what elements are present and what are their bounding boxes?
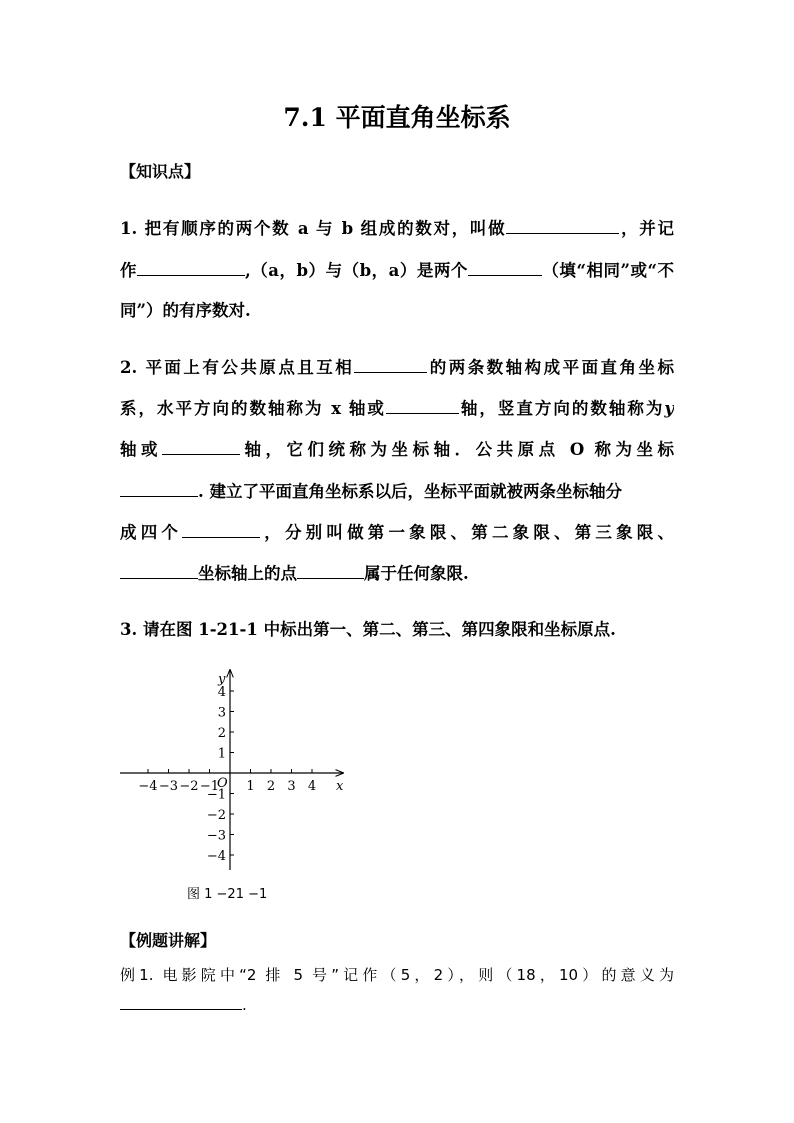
page-title: 7.1 平面直角坐标系	[283, 103, 511, 132]
y-tick-label: 4	[217, 685, 226, 700]
coordinate-figure	[115, 665, 355, 905]
q2-text: 轴，它们统称为坐标轴．公共原点 O 称为坐标	[240, 440, 674, 459]
example-section-label: 【例题讲解】	[120, 931, 217, 950]
q2-blank-5[interactable]	[182, 520, 260, 538]
example-1-blank[interactable]	[120, 992, 242, 1010]
question-2-line-3	[120, 437, 674, 463]
q2-blank-6[interactable]	[120, 561, 198, 579]
q2-text: ，分别叫做第一象限、第二象限、第三象限、	[260, 523, 674, 542]
q1-text: 同”）的有序数对.	[120, 301, 251, 320]
q2-blank-4[interactable]	[120, 479, 198, 497]
origin-label: O	[217, 776, 228, 791]
q2-blank-3[interactable]	[162, 437, 240, 455]
x-tick-label: 4	[307, 779, 317, 794]
x-tick-label: 3	[287, 779, 296, 794]
y-tick-label: 2	[217, 726, 226, 741]
x-tick-label: 2	[266, 779, 276, 794]
x-tick-label: −3	[158, 779, 179, 794]
q1-text: 作	[120, 261, 138, 280]
y-tick-label: −1	[206, 787, 226, 803]
question-3-text: 3. 请在图 1-21-1 中标出第一、第二、第三、第四象限和坐标原点.	[120, 620, 616, 639]
question-2-line-5	[120, 520, 674, 546]
q2-text: 属于任何象限.	[364, 564, 469, 583]
q2-text: 2. 平面上有公共原点且互相	[120, 358, 355, 377]
q2-text: 成四个	[120, 523, 183, 542]
example-1-line-2	[120, 992, 674, 1017]
q2-blank-1[interactable]	[354, 355, 427, 373]
x-tick-label: −2	[179, 779, 199, 794]
q1-blank-2[interactable]	[137, 258, 245, 276]
question-1-line-1	[120, 216, 674, 242]
question-2-line-4	[120, 479, 674, 505]
y-tick-label: −2	[206, 808, 226, 823]
q2-text: 坐标轴上的点	[198, 564, 297, 583]
x-tick-label: 1	[246, 779, 255, 794]
q2-text: 轴，竖直方向的数轴称为	[458, 399, 665, 418]
question-1-line-3	[120, 298, 674, 324]
question-1-line-2	[120, 258, 674, 284]
y-tick-label: 1	[217, 746, 226, 762]
q2-text: . 建立了平面直角坐标系以后，坐标平面就被两条坐标轴分	[198, 482, 622, 501]
y-tick-label: −3	[206, 828, 226, 844]
figure-caption: 图 1 −21 −1	[187, 887, 268, 902]
q1-text: ，并记	[619, 219, 674, 238]
x-tick-label: −1	[199, 779, 220, 794]
y-tick-label: −4	[206, 849, 226, 864]
example-1-end: .	[242, 996, 247, 1014]
x-axis-label: x	[336, 779, 344, 794]
x-tick-label: −4	[138, 779, 158, 794]
q2-text: 系，水平方向的数轴称为 x 轴或	[120, 399, 386, 418]
q1-blank-3[interactable]	[468, 258, 542, 276]
question-2-line-1	[120, 355, 674, 381]
y-tick-label: 3	[217, 705, 226, 721]
q1-blank-1[interactable]	[506, 216, 619, 234]
q2-text: 轴或	[120, 440, 163, 459]
q1-text: ,（a，b）与（b，a）是两个	[245, 261, 468, 280]
question-2-line-2	[120, 396, 674, 422]
question-2-line-6	[120, 561, 674, 587]
q2-blank-7[interactable]	[297, 561, 364, 579]
q2-text: 的两条数轴构成平面直角坐标	[427, 358, 674, 377]
q2-y-symbol: y	[664, 399, 674, 418]
knowledge-section-label: 【知识点】	[120, 162, 201, 181]
q1-text: （填“相同”或“不	[541, 261, 674, 280]
y-axis-label: y	[218, 672, 226, 687]
example-1-line-1: 例1. 电影院中“2 排 5 号”记作（5，2），则（18，10）的意义为	[120, 966, 674, 984]
q1-text: 1. 把有顺序的两个数 a 与 b 组成的数对，叫做	[120, 219, 507, 238]
q2-blank-2[interactable]	[386, 396, 459, 414]
